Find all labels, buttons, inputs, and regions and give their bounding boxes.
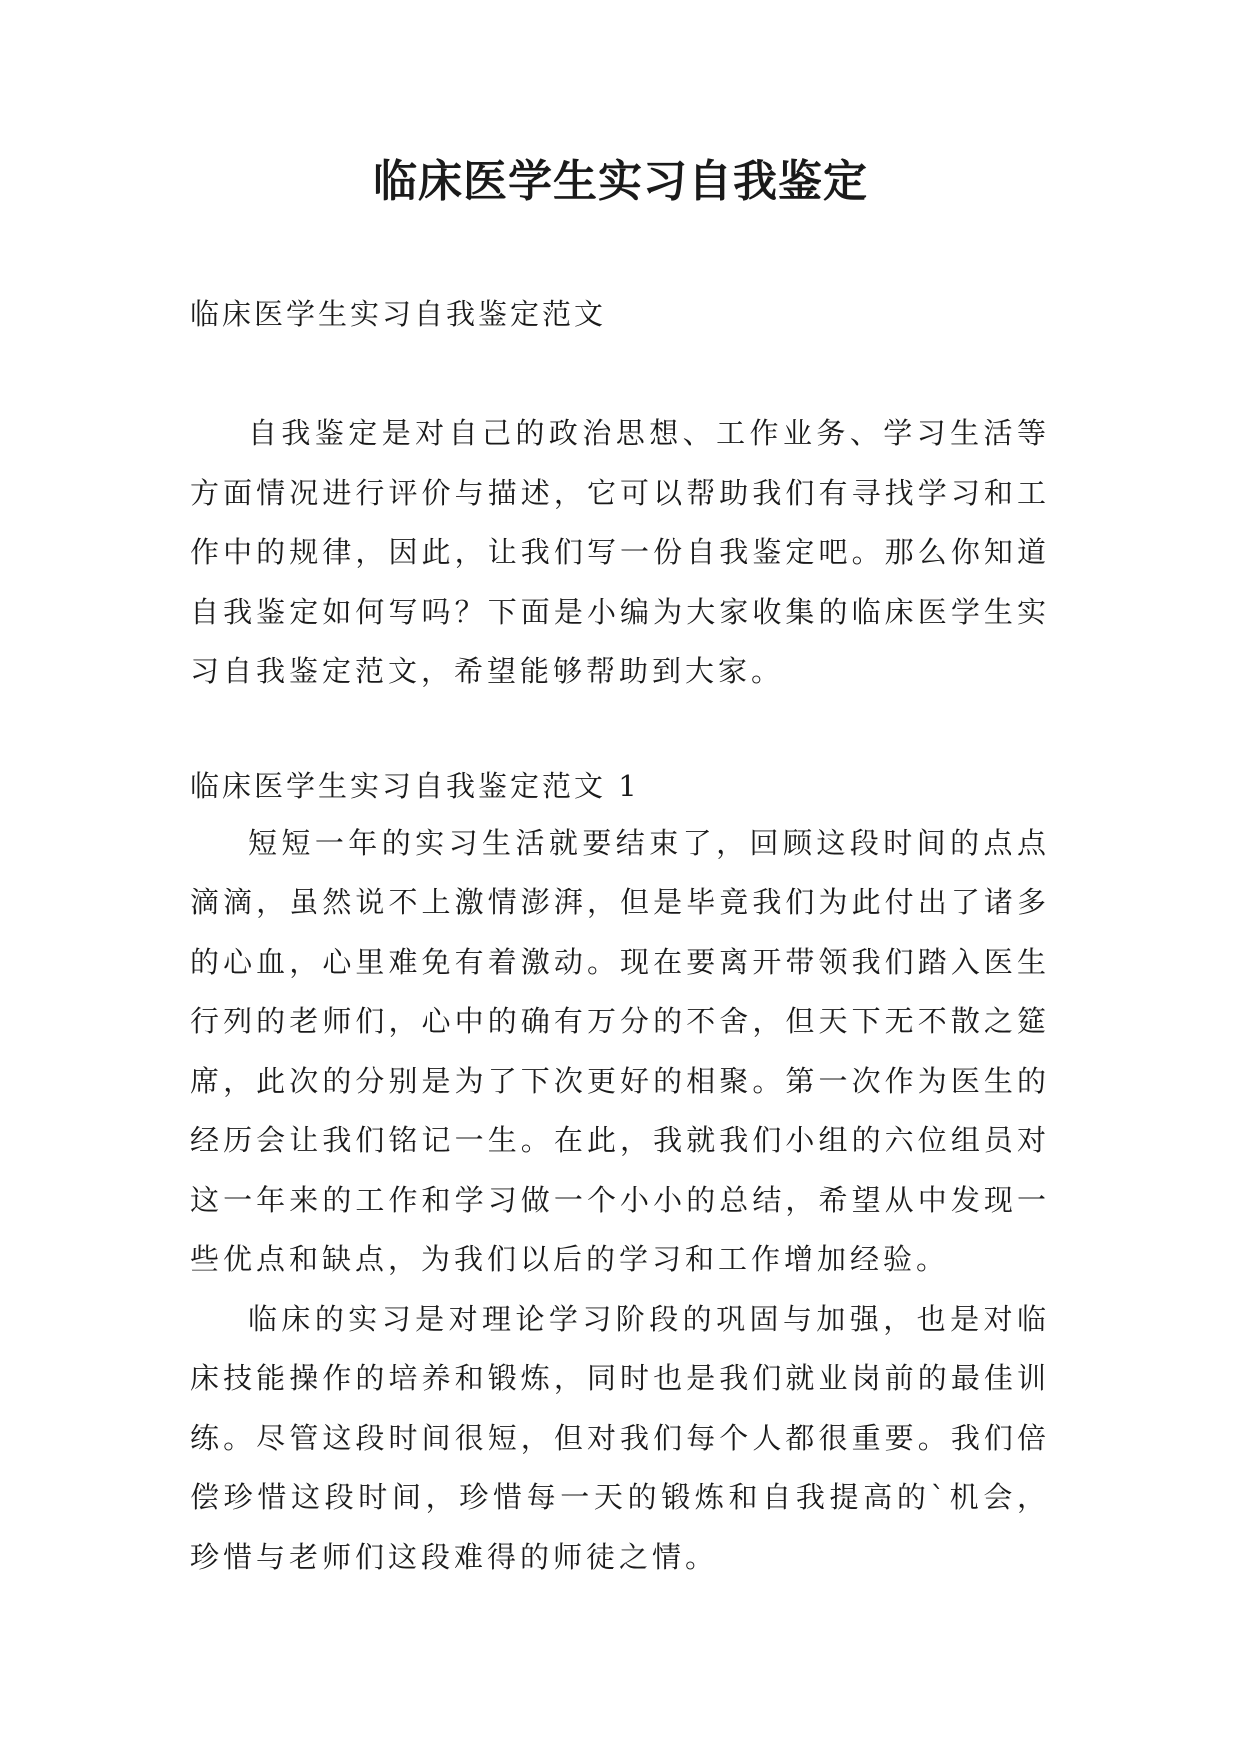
- spacer: [190, 702, 1050, 758]
- section-heading: 临床医学生实习自我鉴定范文 1: [190, 768, 640, 803]
- body-paragraph: 短短一年的实习生活就要结束了，回顾这段时间的点点滴滴，虽然说不上激情澎湃，但是毕竟我们为此付出了诸多的心血，心里难免有着激动。现在要离开带领我们踏入医生行列的老师们，心中的确有万分的不舍，但天下无不散之筵席，此次的分别是为了下次更好的相聚。第一次作为医生的经历会让我们铭记一生。在此，我就我们小组的六位组员对这一年来的工作和学习做一个小小的总结，希望从中发现一些优点和缺点，为我们以后的学习和工作增加经验。: [190, 825, 1050, 1276]
- spacer: [190, 342, 1050, 404]
- document-body: [190, 286, 1050, 1587]
- document-subtitle: 临床医学生实习自我鉴定范文: [190, 297, 607, 331]
- document-title: 临床医学生实习自我鉴定: [373, 156, 868, 207]
- body-paragraph: 临床的实习是对理论学习阶段的巩固与加强，也是对临床技能操作的培养和锻炼，同时也是我们就业岗前的最佳训练。尽管这段时间很短，但对我们每个人都很重要。我们倍偿珍惜这段时间，珍惜每一天的锻炼和自我提高的`机会，珍惜与老师们这段难得的师徒之情。: [190, 1301, 1050, 1574]
- intro-paragraph: 自我鉴定是对自己的政治思想、工作业务、学习生活等方面情况进行评价与描述，它可以帮助我们有寻找学习和工作中的规律，因此，让我们写一份自我鉴定吧。那么你知道自我鉴定如何写吗？下面是小编为大家收集的临床医学生实习自我鉴定范文，希望能够帮助到大家。: [190, 416, 1050, 688]
